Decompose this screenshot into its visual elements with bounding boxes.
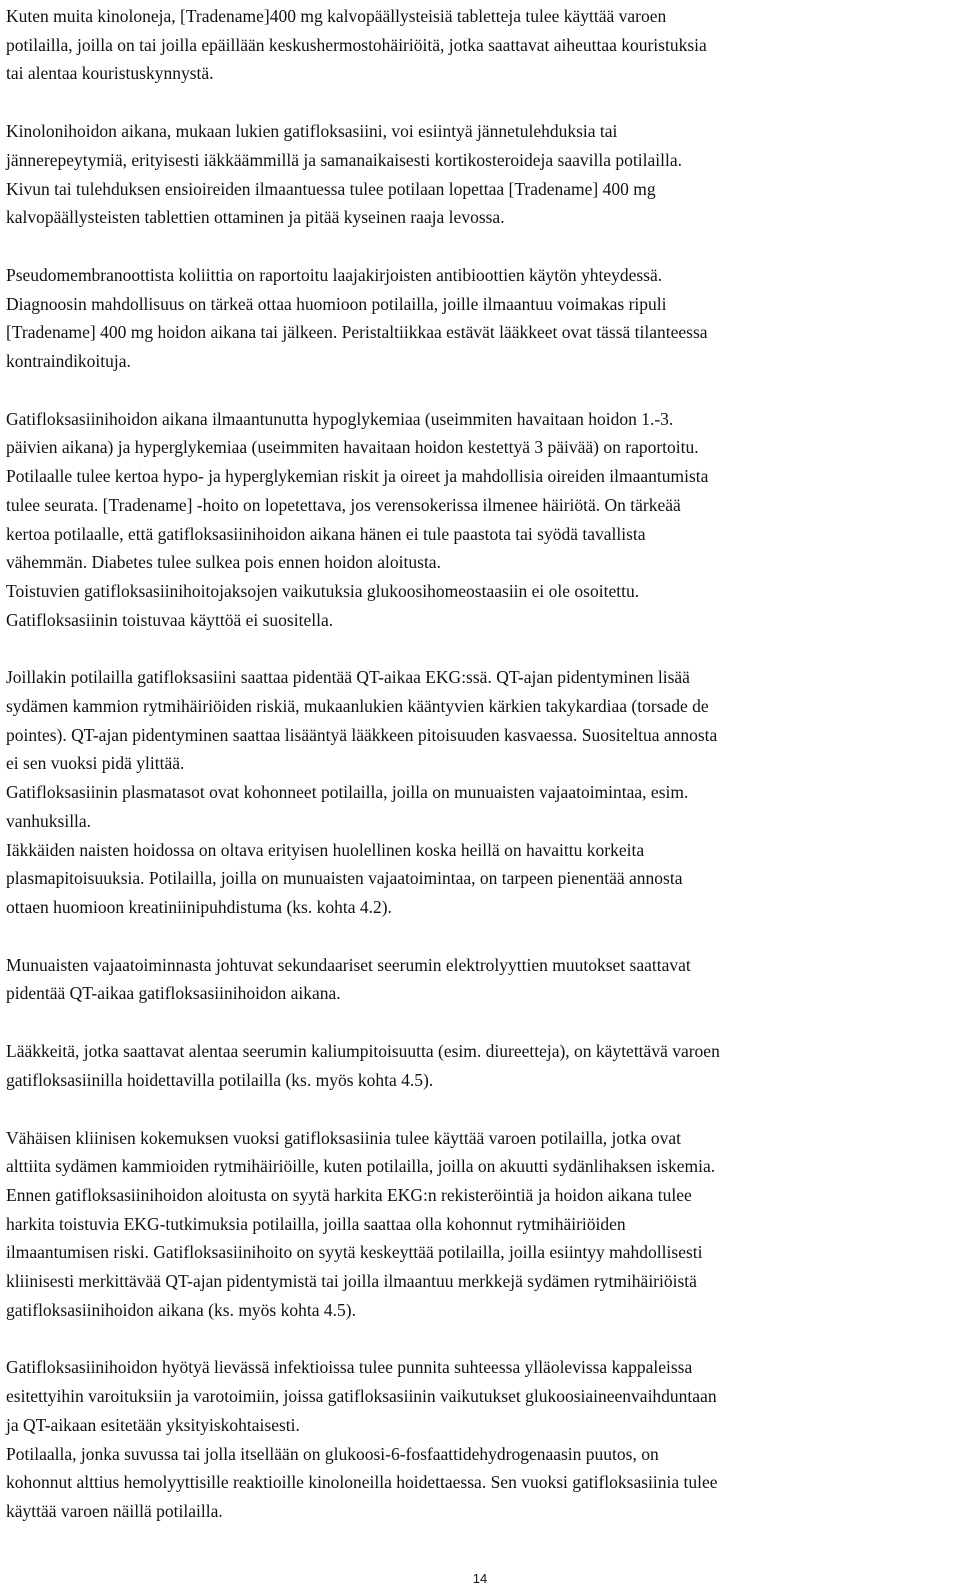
text-line: vanhuksilla. (6, 810, 92, 831)
text-line: kalvopäällysteisten tablettien ottaminen ja pitää kyseinen raaja levossa. (6, 207, 505, 228)
text-line: Gatifloksasiinin toistuvaa käyttöä ei suositella. (6, 609, 334, 630)
text-line: sydämen kammion rytmihäiriöiden riskiä, mukaanlukien kääntyvien kärkien takykardiaa (torsade de (6, 696, 709, 717)
text-line: Gatifloksasiinihoidon hyötyä lievässä infektioissa tulee punnita suhteessa ylläolevissa kappaleissa (6, 1357, 693, 1378)
text-line: Kuten muita kinoloneja, [Tradename]400 mg kalvopäällysteisiä tabletteja tulee käyttää varoen (6, 6, 667, 26)
text-line: vähemmän. Diabetes tulee sulkea pois ennen hoidon aloitusta. (6, 552, 441, 573)
text-line: plasmapitoisuuksia. Potilailla, joilla on munuaisten vajaatoimintaa, on tarpeen pienentää annosta (6, 868, 683, 889)
text-line: Diagnoosin mahdollisuus on tärkeä ottaa huomioon potilailla, joille ilmaantuu voimakas ripuli (6, 293, 667, 314)
text-line: alttiita sydämen kammioiden rytmihäiriöille, kuten potilailla, joilla on akuutti sydänlihaksen iskemia. (6, 1156, 716, 1177)
paragraph (6, 405, 951, 635)
text-line: gatifloksasiinilla hoidettavilla potilailla (ks. myös kohta 4.5). (6, 1069, 434, 1090)
text-line: kontraindikoituja. (6, 351, 131, 372)
text-line: päivien aikana) ja hyperglykemiaa (useimmiten havaitaan hoidon kestettyä 3 päivää) on raportoitu. (6, 437, 699, 458)
text-line: ottaen huomioon kreatiniinipuhdistuma (ks. kohta 4.2). (6, 896, 392, 917)
text-line: gatifloksasiinihoidon aikana (ks. myös kohta 4.5). (6, 1299, 356, 1320)
text-line: [Tradename] 400 mg hoidon aikana tai jälkeen. Peristaltiikkaa estävät lääkkeet ovat tässä tilanteessa (6, 322, 708, 343)
text-line: esitettyihin varoituksiin ja varotoimiin, joissa gatifloksasiinin vaikutukset glukoosiaineenvaihduntaan (6, 1386, 717, 1407)
text-line: potilailla, joilla on tai joilla epäillään keskushermostohäiriöitä, jotka saattavat aiheuttaa kouristuksia (6, 34, 707, 55)
text-line: pidentää QT-aikaa gatifloksasiinihoidon aikana. (6, 983, 341, 1004)
text-line: Iäkkäiden naisten hoidossa on oltava erityisen huolellinen koska heillä on havaittu korkeita (6, 839, 645, 860)
paragraph (6, 117, 951, 232)
text-line: tulee seurata. [Tradename] -hoito on lopetettava, jos verensokerissa ilmenee häiriötä. On tärkeää (6, 494, 681, 515)
text-line: pointes). QT-ajan pidentyminen saattaa lisääntyä lääkkeen pitoisuuden kasvaessa. Suositeltua annosta (6, 724, 718, 745)
paragraph (6, 2, 951, 88)
paragraph (6, 951, 951, 1008)
paragraph (6, 261, 951, 376)
text-line: harkita toistuvia EKG-tutkimuksia potilailla, joilla saattaa olla kohonnut rytmihäiriöiden (6, 1213, 626, 1234)
document-body (6, 2, 951, 1555)
text-line: Lääkkeitä, jotka saattavat alentaa seerumin kaliumpitoisuutta (esim. diureetteja), on käytettävä varoen (6, 1041, 720, 1062)
text-line: tai alentaa kouristuskynnystä. (6, 63, 214, 84)
text-line: Gatifloksasiinin plasmatasot ovat kohonneet potilailla, joilla on munuaisten vajaatoimintaa, esim. (6, 782, 689, 803)
paragraph (6, 1037, 951, 1094)
text-line: Ennen gatifloksasiinihoidon aloitusta on syytä harkita EKG:n rekisteröintiä ja hoidon aikana tulee (6, 1184, 692, 1205)
paragraph (6, 1353, 951, 1525)
text-line: ilmaantumisen riski. Gatifloksasiinihoito on syytä keskeyttää potilailla, joilla esiintyy mahdollisesti (6, 1242, 703, 1263)
text-line: Potilaalle tulee kertoa hypo- ja hyperglykemian riskit ja oireet ja mahdollisia oireiden ilmaantumista (6, 466, 709, 487)
text-line: Kinolonihoidon aikana, mukaan lukien gatifloksasiini, voi esiintyä jännetulehduksia tai (6, 121, 618, 142)
text-line: kliinisesti merkittävää QT-ajan pidentymistä tai joilla ilmaantuu merkkejä sydämen rytmihäiriöistä (6, 1271, 697, 1292)
text-line: Potilaalla, jonka suvussa tai jolla itsellään on glukoosi-6-fosfaattidehydrogenaasin puutos, on (6, 1443, 659, 1464)
text-line: kohonnut alttius hemolyyttisille reaktioille kinoloneilla hoidettaessa. Sen vuoksi gatifloksasiinia tulee (6, 1472, 718, 1493)
text-line: Gatifloksasiinihoidon aikana ilmaantunutta hypoglykemiaa (useimmiten havaitaan hoidon 1.-3. (6, 408, 674, 429)
text-line: kertoa potilaalle, että gatifloksasiinihoidon aikana hänen ei tule paastota tai syödä tavallista (6, 523, 646, 544)
text-line: Pseudomembranoottista koliittia on raportoitu laajakirjoisten antibioottien käytön yhteydessä. (6, 264, 663, 285)
text-line: Toistuvien gatifloksasiinihoitojaksojen vaikutuksia glukoosihomeostaasiin ei ole osoitettu. (6, 580, 640, 601)
text-line: Joillakin potilailla gatifloksasiini saattaa pidentää QT-aikaa EKG:ssä. QT-ajan pidentyminen lisää (6, 667, 690, 688)
text-line: ja QT-aikaan esitetään yksityiskohtaisesti. (6, 1414, 300, 1435)
page-number: 14 (472, 1571, 488, 1586)
paragraph (6, 663, 951, 921)
text-line: käyttää varoen näillä potilailla. (6, 1500, 223, 1521)
text-line: ei sen vuoksi pidä ylittää. (6, 753, 185, 774)
text-line: Vähäisen kliinisen kokemuksen vuoksi gatifloksasiinia tulee käyttää varoen potilailla, jotka ovat (6, 1127, 682, 1148)
text-line: Munuaisten vajaatoiminnasta johtuvat sekundaariset seerumin elektrolyyttien muutokset saattavat (6, 954, 691, 975)
paragraph (6, 1124, 951, 1325)
text-line: jännerepeytymiä, erityisesti iäkkäämmillä ja samanaikaisesti kortikosteroideja saavilla potilailla. (6, 149, 682, 170)
text-line: Kivun tai tulehduksen ensioireiden ilmaantuessa tulee potilaan lopettaa [Tradename] 400 mg (6, 178, 656, 199)
